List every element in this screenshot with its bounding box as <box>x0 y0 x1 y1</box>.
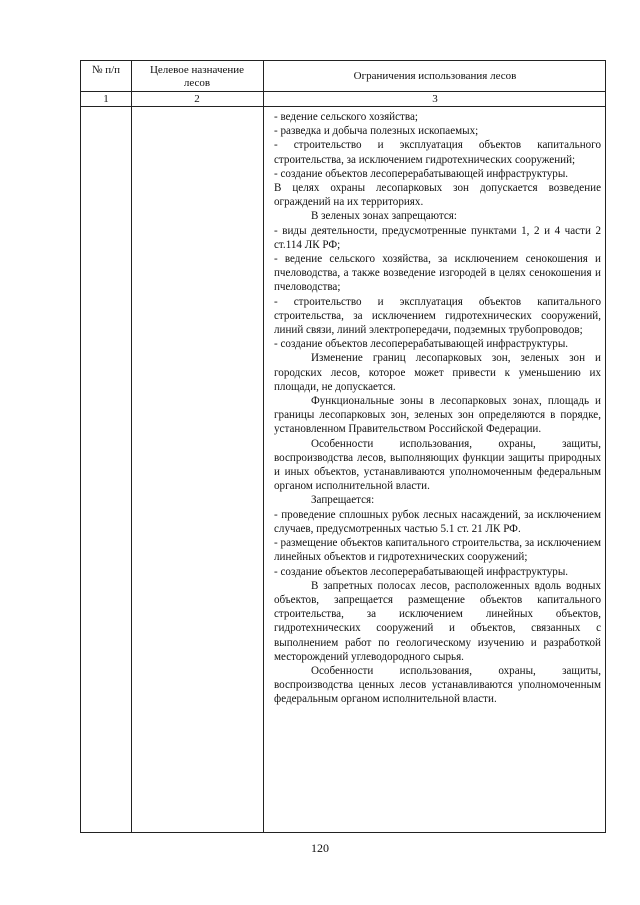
header-number: № п/п <box>91 64 121 76</box>
restriction-paragraph: Функциональные зоны в лесопарковых зонах, площадь и границы лесопарковых зон, зеленых зон определяются в порядке, установленном Правительством Российской Федерации. <box>274 395 601 436</box>
restriction-paragraph: Особенности использования, охраны, защиты, воспроизводства ценных лесов устанавливаются уполномоченным федеральным органом исполнительной власти. <box>274 664 601 706</box>
restriction-paragraph: - строительство и эксплуатация объектов капитального строительства, за исключением гидротехнических сооружений, линий связи, линий электропередачи, подземных трубопроводов; <box>274 295 601 337</box>
restriction-paragraph: Особенности использования, охраны, защиты, воспроизводства лесов, выполняющих функции защиты природных и иных объектов, устанавливаются уполномоченным федеральным органом исполнительной власти. <box>274 437 601 493</box>
restriction-paragraph: В запретных полосах лесов, расположенных вдоль водных объектов, запрещается размещение объектов капитального строительства, за исключением линейных объектов, гидротехнических сооружений и объектов, связанных с выполнением работ по геологическому изучению и разработкой месторождений углеводородного сырья. <box>274 579 601 663</box>
header-purpose: Целевое назначение лесов <box>149 64 245 89</box>
restriction-paragraph: - проведение сплошных рубок лесных насаждений, за исключением случаев, предусмотренных частью 5.1 ст. 21 ЛК РФ. <box>274 508 601 535</box>
restriction-paragraph: - создание объектов лесоперерабатывающей инфраструктуры. <box>274 338 569 351</box>
column-divider <box>263 61 264 832</box>
restriction-paragraph: Запрещается: <box>311 494 375 507</box>
restriction-paragraph: - создание объектов лесоперерабатывающей инфраструктуры. <box>274 167 569 180</box>
column-number-1: 1 <box>103 93 109 105</box>
restriction-paragraph: - ведение сельского хозяйства; <box>274 111 418 123</box>
restriction-paragraph: В зеленых зонах запрещаются: <box>311 210 457 223</box>
column-divider <box>131 61 132 832</box>
restrictions-table <box>80 60 606 833</box>
number-row-divider <box>81 106 605 107</box>
column-number-3: 3 <box>432 93 438 105</box>
column-number-2: 2 <box>194 93 200 105</box>
restrictions-text <box>274 110 601 707</box>
restriction-paragraph: - ведение сельского хозяйства, за исключением сенокошения и пчеловодства, а также возведение изгородей в целях сенокошения и пчеловодства; <box>274 253 601 294</box>
restriction-paragraph: - строительство и эксплуатация объектов капитального строительства, за исключением гидротехнических сооружений; <box>274 139 601 166</box>
header-restrictions: Ограничения использования лесов <box>353 70 517 82</box>
restriction-paragraph: Изменение границ лесопарковых зон, зеленых зон и городских лесов, которое может привести к уменьшению их площади, не допускается. <box>274 352 601 393</box>
restriction-paragraph: - создание объектов лесоперерабатывающей инфраструктуры. <box>274 565 569 578</box>
restriction-paragraph: В целях охраны лесопарковых зон допускается возведение ограждений на их территориях. <box>274 182 601 209</box>
restriction-paragraph: - размещение объектов капитального строительства, за исключением линейных объектов и гидротехнических сооружений; <box>274 537 601 564</box>
restriction-paragraph: - разведка и добыча полезных ископаемых; <box>274 125 479 138</box>
restriction-paragraph: - виды деятельности, предусмотренные пунктами 1, 2 и 4 части 2 ст.114 ЛК РФ; <box>274 224 601 251</box>
page-number: 120 <box>311 841 329 855</box>
